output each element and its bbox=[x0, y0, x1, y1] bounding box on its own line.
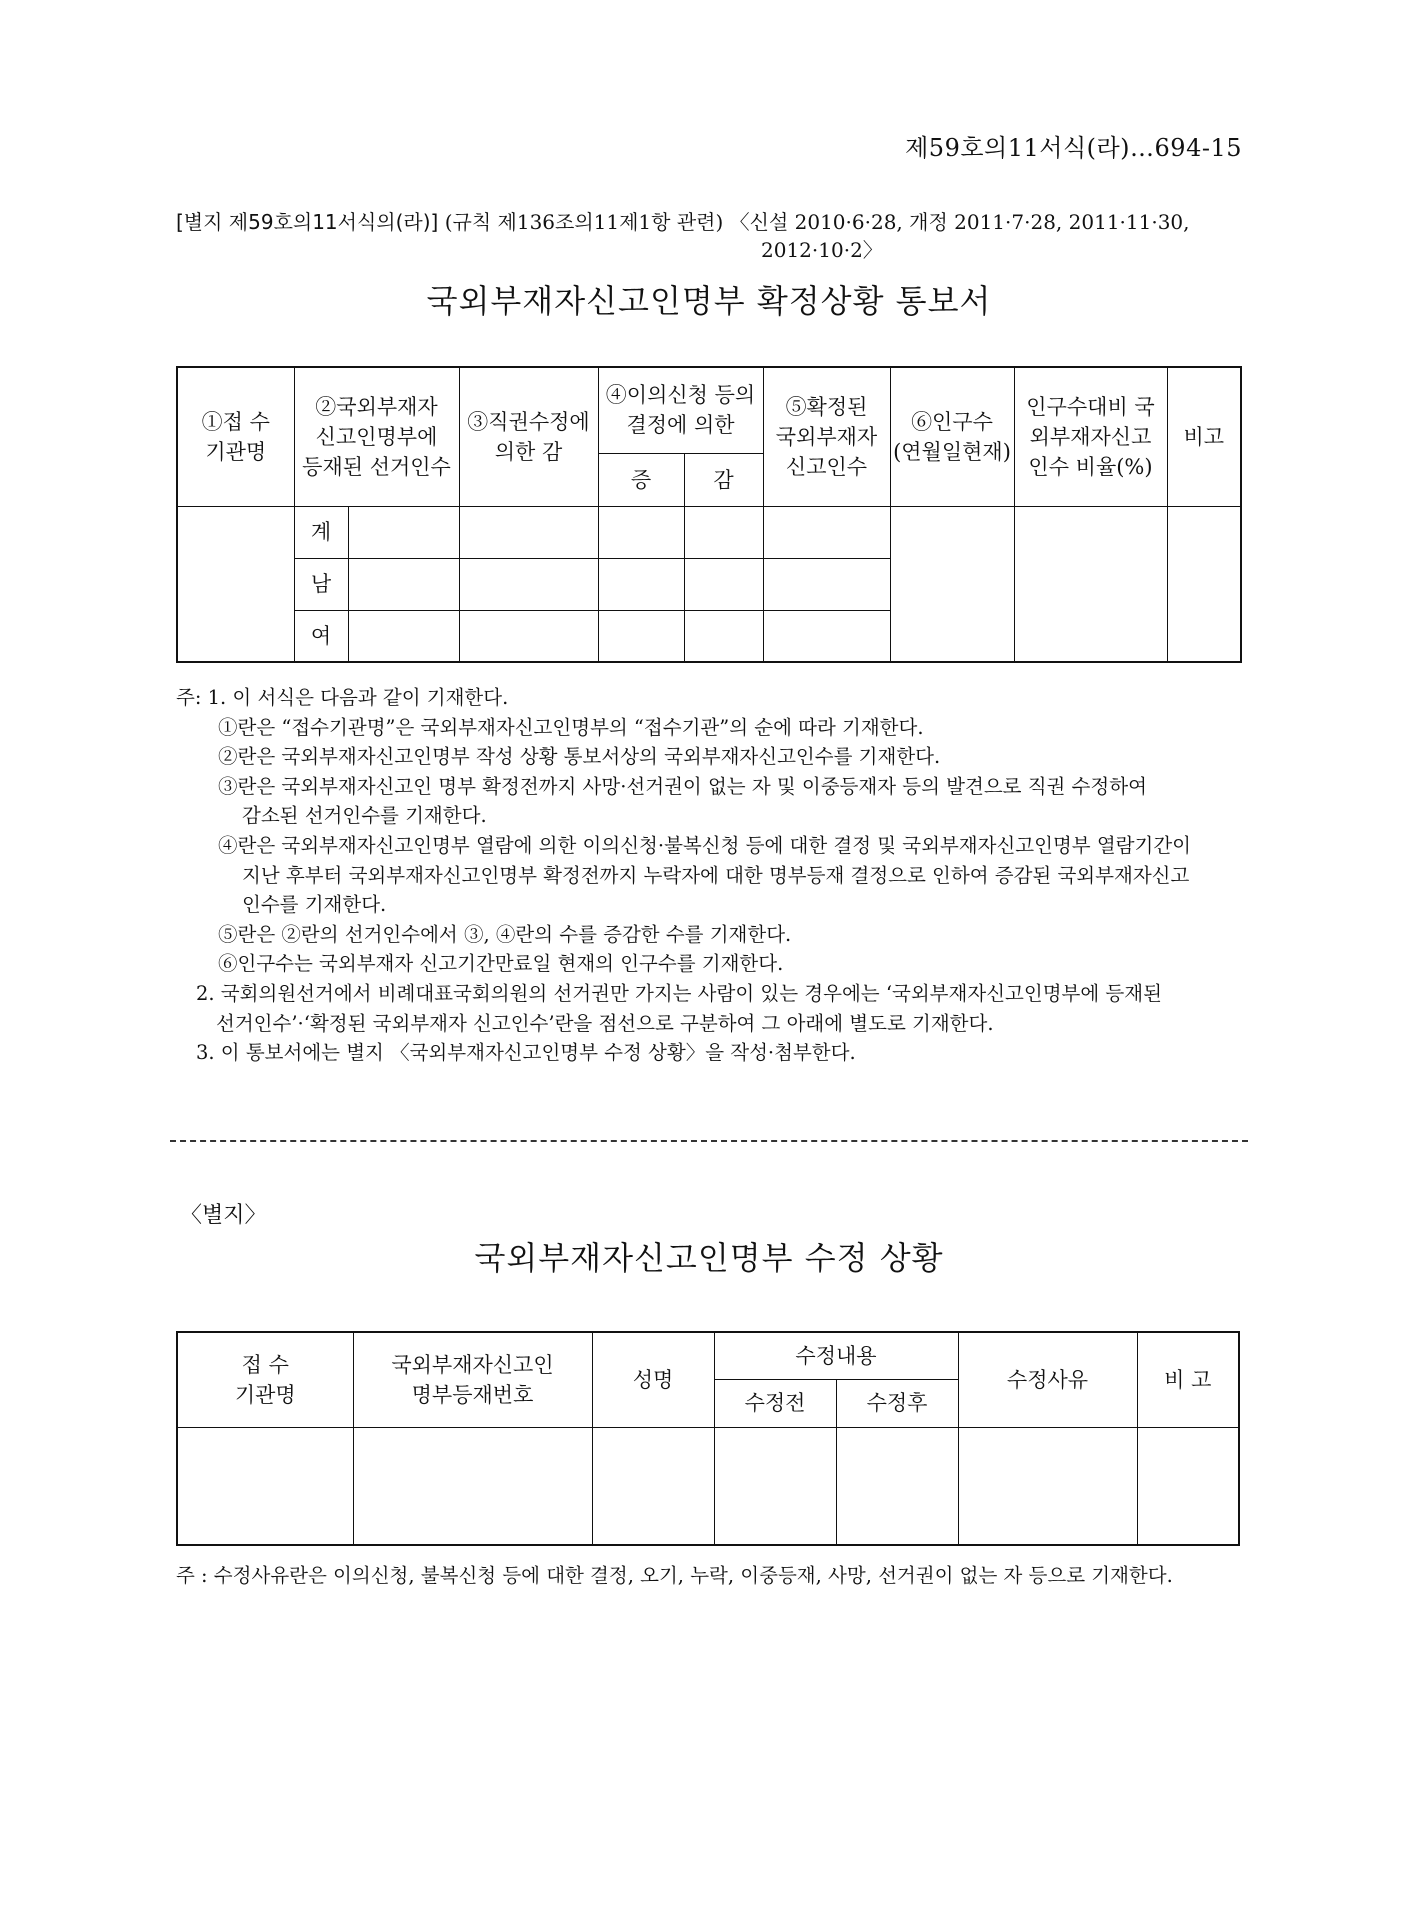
t2-cell-remarks[interactable] bbox=[1137, 1427, 1239, 1545]
t2-header-name: 성명 bbox=[592, 1332, 714, 1427]
form-bracket-label: [별지 제59호의11서식의(라)] bbox=[176, 210, 439, 234]
form-number: 제59호의11서식(라)…694-15 bbox=[905, 134, 1242, 162]
note-2-cont: 선거인수’·‘확정된 국외부재자 신고인수’란을 점선으로 구분하여 그 아래에 별도로 기재한다. bbox=[216, 1011, 994, 1035]
header-ratio: 인구수대비 국 외부재자신고 인수 비율(%) bbox=[1014, 367, 1167, 506]
history-line-1: 〈신설 2010·6·28, 개정 2011·7·28, 2011·11·30, bbox=[729, 210, 1190, 234]
t2-header-registry-number: 국외부재자신고인 명부등재번호 bbox=[353, 1332, 592, 1427]
t2-cell-registry-number[interactable] bbox=[353, 1427, 592, 1545]
row-label-total: 계 bbox=[294, 506, 348, 558]
t2-header-after: 수정후 bbox=[836, 1379, 958, 1427]
cell-registered-male[interactable] bbox=[348, 558, 459, 610]
cell-decrease-female[interactable] bbox=[459, 610, 598, 662]
page-title: 국외부재자신고인명부 확정상황 통보서 bbox=[426, 282, 992, 320]
t2-cell-agency[interactable] bbox=[177, 1427, 353, 1545]
cell-inc-total[interactable] bbox=[598, 506, 684, 558]
attachment-label: 〈별지〉 bbox=[180, 1203, 267, 1228]
t2-cell-name[interactable] bbox=[592, 1427, 714, 1545]
cell-dec-female[interactable] bbox=[684, 610, 763, 662]
note-1-1: ①란은 “접수기관명”은 국외부재자신고인명부의 “접수기관”의 순에 따라 기재한다. bbox=[218, 715, 924, 739]
cell-dec-male[interactable] bbox=[684, 558, 763, 610]
cell-remarks[interactable] bbox=[1167, 506, 1241, 662]
note-1-4-cont2: 인수를 기재한다. bbox=[242, 893, 387, 917]
cell-confirmed-male[interactable] bbox=[763, 558, 890, 610]
note-1: 주: 1. 이 서식은 다음과 같이 기재한다. bbox=[176, 686, 509, 709]
form-reference bbox=[176, 208, 1246, 264]
header-remarks: 비고 bbox=[1167, 367, 1241, 506]
header-increase: 증 bbox=[598, 453, 684, 506]
cell-registered-female[interactable] bbox=[348, 610, 459, 662]
note-2: 2. 국회의원선거에서 비례대표국회의원의 선거권만 가지는 사람이 있는 경우에는 ‘국외부재자신고인명부에 등재된 bbox=[196, 981, 1162, 1005]
cell-ratio[interactable] bbox=[1014, 506, 1167, 662]
row-label-female: 여 bbox=[294, 610, 348, 662]
confirmation-table bbox=[176, 366, 1242, 663]
cell-dec-total[interactable] bbox=[684, 506, 763, 558]
t2-cell-reason[interactable] bbox=[958, 1427, 1137, 1545]
rule-reference: (규칙 제136조의11제1항 관련) bbox=[444, 210, 724, 234]
t2-header-correction: 수정내용 bbox=[714, 1332, 958, 1379]
cell-decrease-male[interactable] bbox=[459, 558, 598, 610]
header-population: ⑥인구수 (연월일현재) bbox=[890, 367, 1014, 506]
note-1-3-cont: 감소된 선거인수를 기재한다. bbox=[242, 804, 487, 828]
cell-inc-male[interactable] bbox=[598, 558, 684, 610]
note-1-4-cont: 지난 후부터 국외부재자신고인명부 확정전까지 누락자에 대한 명부등재 결정으로 인하여 증감된 국외부재자신고 bbox=[242, 863, 1190, 887]
cell-decrease-total[interactable] bbox=[459, 506, 598, 558]
notes-section bbox=[176, 683, 1246, 1068]
cut-line bbox=[170, 1140, 1248, 1142]
cell-registered-total[interactable] bbox=[348, 506, 459, 558]
cell-population[interactable] bbox=[890, 506, 1014, 662]
note-1-5: ⑤란은 ②란의 선거인수에서 ③, ④란의 수를 증감한 수를 기재한다. bbox=[218, 922, 792, 946]
note-3: 3. 이 통보서에는 별지 〈국외부재자신고인명부 수정 상황〉을 작성·첨부한다. bbox=[196, 1041, 856, 1065]
history-line-2: 2012·10·2〉 bbox=[761, 238, 883, 262]
cell-inc-female[interactable] bbox=[598, 610, 684, 662]
t2-cell-before[interactable] bbox=[714, 1427, 836, 1545]
t2-header-before: 수정전 bbox=[714, 1379, 836, 1427]
note-1-2: ②란은 국외부재자신고인명부 작성 상황 통보서상의 국외부재자신고인수를 기재한다. bbox=[218, 745, 941, 769]
header-confirmed-count: ⑤확정된 국외부재자 신고인수 bbox=[763, 367, 890, 506]
note-1-6: ⑥인구수는 국외부재자 신고기간만료일 현재의 인구수를 기재한다. bbox=[218, 952, 784, 976]
t2-header-reason: 수정사유 bbox=[958, 1332, 1137, 1427]
row-label-male: 남 bbox=[294, 558, 348, 610]
correction-note: 주 : 수정사유란은 이의신청, 불복신청 등에 대한 결정, 오기, 누락, 이중등재, 사망, 선거권이 없는 자 등으로 기재한다. bbox=[176, 1564, 1173, 1587]
cell-confirmed-total[interactable] bbox=[763, 506, 890, 558]
cell-agency[interactable] bbox=[177, 506, 294, 662]
note-1-4: ④란은 국외부재자신고인명부 열람에 의한 이의신청·불복신청 등에 대한 결정 및 국외부재자신고인명부 열람기간이 bbox=[218, 833, 1192, 857]
header-registered-count: ②국외부재자 신고인명부에 등재된 선거인수 bbox=[294, 367, 459, 506]
t2-header-remarks: 비 고 bbox=[1137, 1332, 1239, 1427]
correction-table bbox=[176, 1331, 1240, 1546]
header-decrease: 감 bbox=[684, 453, 763, 506]
header-ex-officio-decrease: ③직권수정에 의한 감 bbox=[459, 367, 598, 506]
t2-header-agency: 접 수 기관명 bbox=[177, 1332, 353, 1427]
t2-cell-after[interactable] bbox=[836, 1427, 958, 1545]
cell-confirmed-female[interactable] bbox=[763, 610, 890, 662]
attachment-title: 국외부재자신고인명부 수정 상황 bbox=[474, 1239, 944, 1277]
header-objection: ④이의신청 등의 결정에 의한 bbox=[598, 367, 763, 453]
header-agency: ①접 수 기관명 bbox=[177, 367, 294, 506]
note-1-3: ③란은 국외부재자신고인 명부 확정전까지 사망·선거권이 없는 자 및 이중등재자 등의 발견으로 직권 수정하여 bbox=[218, 774, 1147, 798]
